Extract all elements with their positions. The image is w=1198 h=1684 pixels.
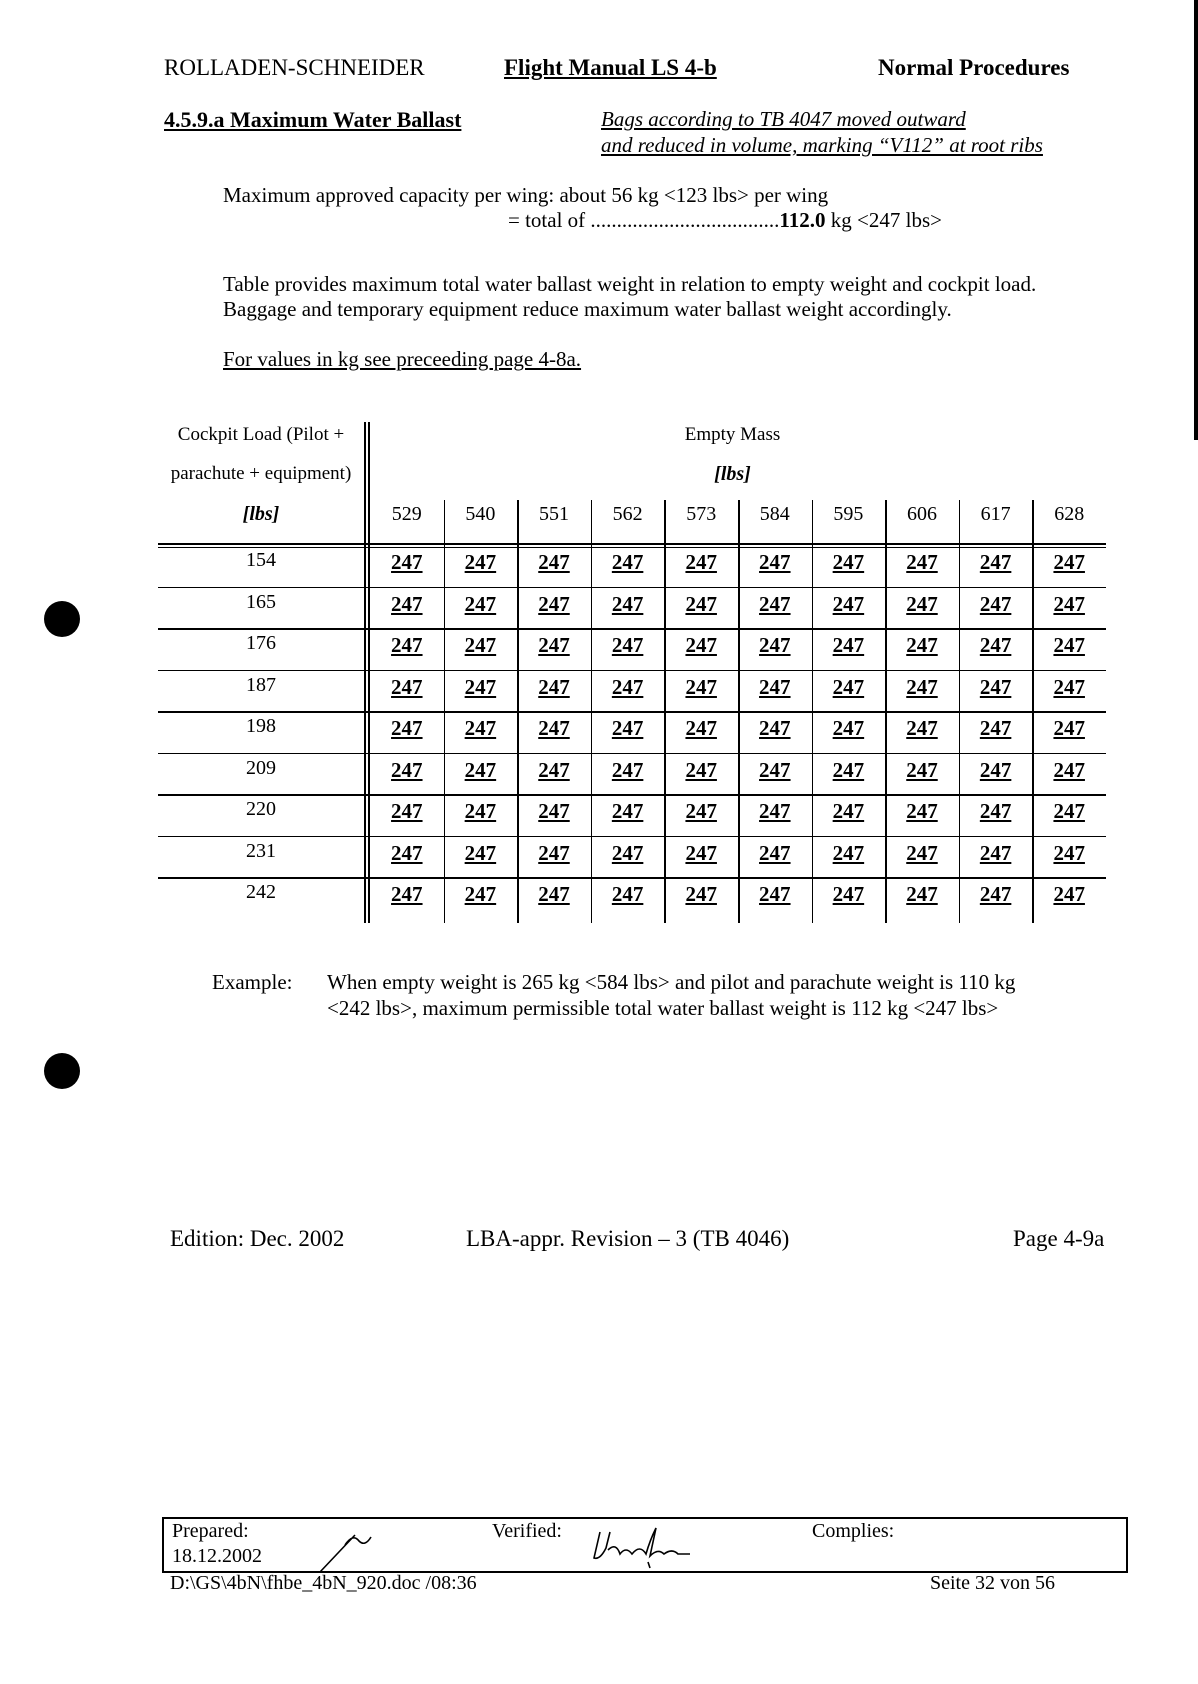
ballast-value-cell: 247 xyxy=(906,757,938,782)
ballast-value-cell: 247 xyxy=(685,550,717,574)
ballast-value-cell: 247 xyxy=(611,633,644,657)
ballast-value-cell: 247 xyxy=(685,882,717,906)
ballast-value-cell: 247 xyxy=(832,882,865,906)
ballast-value-cell: 247 xyxy=(759,550,791,574)
row-load-label: 198 xyxy=(246,715,276,737)
row-load-label: 176 xyxy=(246,632,276,654)
note-line-1: Bags according to TB 4047 moved outward xyxy=(601,107,966,131)
ballast-value-cell: 247 xyxy=(759,633,791,657)
column-header: 540 xyxy=(465,503,496,525)
example-line-2: <242 lbs>, maximum permissible total water ballast weight is 112 kg <247 lbs> xyxy=(327,996,999,1020)
page-number: Page 4-9a xyxy=(1013,1226,1105,1251)
ballast-value-cell: 247 xyxy=(906,591,938,616)
column-group-unit: [lbs] xyxy=(714,463,751,485)
row-header-line-1: Cockpit Load (Pilot + xyxy=(177,424,345,445)
capacity-dots: .................................... xyxy=(590,208,780,232)
manual-title: Flight Manual LS 4-b xyxy=(504,55,717,80)
reference-note: For values in kg see preceeding page 4-8a. xyxy=(223,347,582,371)
ballast-value-cell: 247 xyxy=(685,716,717,740)
ballast-value-cell: 247 xyxy=(464,757,497,782)
ballast-value-cell: 247 xyxy=(759,840,791,865)
ballast-value-cell: 247 xyxy=(906,840,938,865)
ballast-value-cell: 247 xyxy=(832,799,865,823)
column-header: 551 xyxy=(538,503,569,525)
ballast-value-cell: 247 xyxy=(538,674,570,699)
ballast-value-cell: 247 xyxy=(979,757,1012,782)
ballast-value-cell: 247 xyxy=(611,716,644,740)
ballast-value-cell: 247 xyxy=(464,882,497,906)
column-header: 529 xyxy=(391,503,422,525)
ballast-value-cell: 247 xyxy=(979,882,1012,906)
ballast-value-cell: 247 xyxy=(391,840,423,865)
prepared-label: Prepared: xyxy=(172,1520,249,1542)
ballast-value-cell: 247 xyxy=(538,633,570,657)
sheet-number: Seite 32 von 56 xyxy=(930,1572,1055,1594)
row-divider xyxy=(158,587,1106,589)
ballast-value-cell: 247 xyxy=(906,633,938,657)
verified-label: Verified: xyxy=(492,1520,562,1542)
ballast-value-cell: 247 xyxy=(391,633,423,657)
ballast-value-cell: 247 xyxy=(464,633,497,657)
row-divider xyxy=(158,670,1106,672)
column-header: 606 xyxy=(906,503,937,525)
ballast-value-cell: 247 xyxy=(1053,716,1085,740)
ballast-value-cell: 247 xyxy=(759,591,791,616)
row-load-label: 165 xyxy=(246,590,276,613)
ballast-value-cell: 247 xyxy=(464,799,497,823)
ballast-value-cell: 247 xyxy=(832,550,865,574)
ballast-value-cell: 247 xyxy=(906,882,938,906)
ballast-value-cell: 247 xyxy=(391,550,423,574)
ballast-value-cell: 247 xyxy=(906,550,938,574)
verifier-signature xyxy=(590,1520,710,1570)
row-divider xyxy=(158,794,1106,796)
ballast-value-cell: 247 xyxy=(611,757,644,782)
ballast-value-cell: 247 xyxy=(832,633,865,657)
ballast-value-cell: 247 xyxy=(538,757,570,782)
revision: LBA-appr. Revision – 3 (TB 4046) xyxy=(466,1226,790,1251)
initials-signature xyxy=(315,1527,375,1577)
company-name: ROLLADEN-SCHNEIDER xyxy=(164,55,425,80)
column-header: 617 xyxy=(980,503,1011,525)
ballast-value-cell: 247 xyxy=(759,882,791,906)
ballast-value-cell: 247 xyxy=(391,799,423,823)
ballast-value-cell: 247 xyxy=(464,591,497,616)
ballast-value-cell: 247 xyxy=(611,799,644,823)
ballast-value-cell: 247 xyxy=(1053,633,1085,657)
note-line-2: and reduced in volume, marking “V112” at root ribs xyxy=(601,133,1043,157)
ballast-value-cell: 247 xyxy=(538,882,570,906)
row-header-divider xyxy=(364,422,366,923)
ballast-value-cell: 247 xyxy=(832,674,865,699)
ballast-value-cell: 247 xyxy=(391,674,423,699)
column-header: 595 xyxy=(833,503,864,525)
ballast-value-cell: 247 xyxy=(538,591,570,616)
ballast-value-cell: 247 xyxy=(685,840,717,865)
row-load-label: 154 xyxy=(246,549,276,571)
capacity-suffix: kg <247 lbs> xyxy=(825,208,942,232)
ballast-value-cell: 247 xyxy=(979,633,1012,657)
row-divider xyxy=(158,711,1106,713)
row-header-unit: [lbs] xyxy=(242,503,280,525)
example-line-1: When empty weight is 265 kg <584 lbs> and pilot and parachute weight is 110 kg xyxy=(327,970,1016,994)
row-divider xyxy=(158,877,1106,879)
ballast-value-cell: 247 xyxy=(685,674,717,699)
capacity-prefix: = total of xyxy=(508,208,591,232)
ballast-value-cell: 247 xyxy=(979,591,1012,616)
row-divider xyxy=(158,628,1106,630)
row-load-label: 220 xyxy=(246,798,276,820)
row-header-line-2: parachute + equipment) xyxy=(170,463,352,484)
ballast-value-cell: 247 xyxy=(979,550,1012,574)
complies-label: Complies: xyxy=(812,1520,895,1542)
ballast-value-cell: 247 xyxy=(685,591,717,616)
description-line-2: Baggage and temporary equipment reduce maximum water ballast weight accordingly. xyxy=(223,297,952,321)
ballast-value-cell: 247 xyxy=(1053,882,1085,906)
row-divider xyxy=(158,753,1106,755)
ballast-value-cell: 247 xyxy=(759,716,791,740)
ballast-value-cell: 247 xyxy=(979,716,1012,740)
ballast-value-cell: 247 xyxy=(979,799,1012,823)
ballast-value-cell: 247 xyxy=(538,840,570,865)
ballast-value-cell: 247 xyxy=(832,757,865,782)
ballast-value-cell: 247 xyxy=(1053,840,1085,865)
ballast-value-cell: 247 xyxy=(759,674,791,699)
ballast-value-cell: 247 xyxy=(906,799,938,823)
file-path: D:\GS\4bN\fhbe_4bN_920.doc /08:36 xyxy=(170,1572,477,1594)
ballast-value-cell: 247 xyxy=(685,799,717,823)
ballast-value-cell: 247 xyxy=(979,840,1012,865)
prepared-date: 18.12.2002 xyxy=(172,1545,262,1567)
section-title: 4.5.9.a Maximum Water Ballast xyxy=(164,107,462,132)
ballast-value-cell: 247 xyxy=(685,633,717,657)
ballast-value-cell: 247 xyxy=(1053,591,1085,616)
ballast-value-cell: 247 xyxy=(611,840,644,865)
ballast-value-cell: 247 xyxy=(1053,799,1085,823)
ballast-value-cell: 247 xyxy=(906,674,938,699)
row-load-label: 209 xyxy=(246,756,276,779)
ballast-value-cell: 247 xyxy=(1053,550,1085,574)
ballast-value-cell: 247 xyxy=(759,757,791,782)
row-load-label: 187 xyxy=(246,673,276,696)
capacity-line-1: Maximum approved capacity per wing: about 56 kg <123 lbs> per wing xyxy=(223,183,829,207)
ballast-value-cell: 247 xyxy=(1053,674,1085,699)
ballast-value-cell: 247 xyxy=(611,591,644,616)
row-load-label: 231 xyxy=(246,839,276,862)
row-divider xyxy=(158,836,1106,838)
ballast-value-cell: 247 xyxy=(538,799,570,823)
ballast-value-cell: 247 xyxy=(906,716,938,740)
ballast-value-cell: 247 xyxy=(832,716,865,740)
ballast-value-cell: 247 xyxy=(464,674,497,699)
column-header: 628 xyxy=(1054,503,1085,525)
section-name: Normal Procedures xyxy=(878,55,1070,80)
ballast-value-cell: 247 xyxy=(391,591,423,616)
ballast-value-cell: 247 xyxy=(979,674,1012,699)
ballast-value-cell: 247 xyxy=(464,550,497,574)
ballast-value-cell: 247 xyxy=(464,716,497,740)
description-line-1: Table provides maximum total water ballast weight in relation to empty weight and cockpit load. xyxy=(223,272,1037,296)
column-header: 573 xyxy=(686,503,717,525)
ballast-value-cell: 247 xyxy=(611,674,644,699)
ballast-value-cell: 247 xyxy=(759,799,791,823)
ballast-value-cell: 247 xyxy=(391,757,423,782)
ballast-value-cell: 247 xyxy=(832,591,865,616)
header-rule xyxy=(158,547,1106,548)
edition: Edition: Dec. 2002 xyxy=(170,1226,345,1251)
column-header: 562 xyxy=(612,503,643,525)
ballast-value-cell: 247 xyxy=(391,882,423,906)
column-header: 584 xyxy=(759,503,790,525)
header-rule xyxy=(158,543,1106,545)
example-label: Example: xyxy=(212,970,293,994)
ballast-value-cell: 247 xyxy=(391,716,423,740)
ballast-value-cell: 247 xyxy=(685,757,717,782)
ballast-value-cell: 247 xyxy=(832,840,865,865)
ballast-value-cell: 247 xyxy=(464,840,497,865)
row-load-label: 242 xyxy=(246,881,276,903)
capacity-total-value: 112.0 xyxy=(779,208,826,232)
ballast-value-cell: 247 xyxy=(1053,757,1085,782)
column-group-title: Empty Mass xyxy=(684,424,781,445)
ballast-value-cell: 247 xyxy=(538,550,570,574)
ballast-value-cell: 247 xyxy=(611,550,644,574)
ballast-value-cell: 247 xyxy=(538,716,570,740)
ballast-value-cell: 247 xyxy=(611,882,644,906)
